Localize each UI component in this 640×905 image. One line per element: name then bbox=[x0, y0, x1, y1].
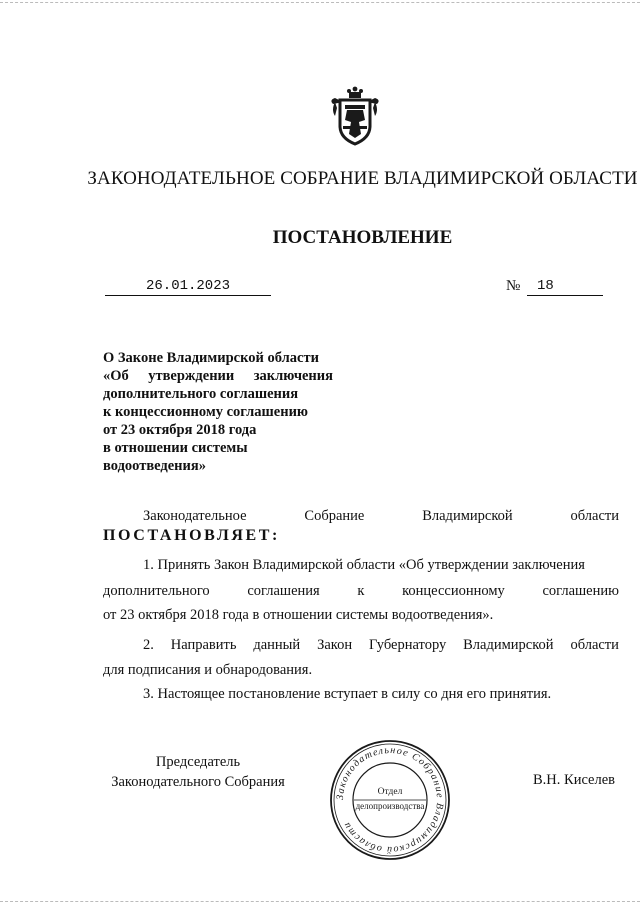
item-word: Владимирской bbox=[463, 637, 554, 653]
item-word: дополнительного bbox=[103, 583, 210, 599]
item-2 bbox=[103, 635, 619, 680]
official-seal-stamp bbox=[327, 737, 453, 863]
item-word: области bbox=[570, 637, 619, 653]
subject-line: водоотведения» bbox=[103, 458, 206, 474]
item-word: 2. bbox=[143, 637, 154, 653]
signatory-title-line: Председатель bbox=[155, 754, 241, 770]
preamble-word: Законодательное bbox=[143, 508, 247, 524]
item-1-line-justified bbox=[103, 581, 619, 601]
item-1-line: 1. Принять Закон Владимирской области «Об утверждении заключения bbox=[143, 557, 585, 573]
subject-line: к концессионному соглашению bbox=[103, 404, 309, 420]
preamble-word: Владимирской bbox=[422, 508, 513, 524]
number-label: № bbox=[506, 278, 521, 294]
signatory-name: В.Н. Киселев bbox=[533, 772, 616, 788]
decree-heading: ПОСТАНОВЛЯЕТ: bbox=[103, 527, 280, 544]
item-word: данный bbox=[253, 637, 301, 653]
top-scan-edge bbox=[0, 2, 640, 3]
item-1 bbox=[103, 555, 619, 625]
coat-of-arms-icon bbox=[329, 86, 381, 148]
item-word: к bbox=[357, 583, 365, 599]
subject-line: в отношении системы bbox=[103, 440, 248, 456]
preamble bbox=[103, 506, 619, 526]
item-word: соглашения bbox=[247, 583, 320, 599]
subject-word: заключения bbox=[253, 368, 333, 384]
subject-line-justified bbox=[103, 367, 333, 385]
document-subject bbox=[103, 349, 333, 475]
item-3 bbox=[103, 684, 619, 704]
item-word: Закон bbox=[317, 637, 353, 653]
document-date: 26.01.2023 bbox=[105, 278, 271, 296]
seal-center-line: делопроизводства bbox=[355, 801, 425, 811]
bottom-scan-edge bbox=[0, 901, 640, 902]
item-word: Направить bbox=[170, 637, 237, 653]
item-word: Губернатору bbox=[368, 637, 447, 653]
item-3-line: 3. Настоящее постановление вступает в силу со дня его принятия. bbox=[143, 686, 552, 702]
svg-text:Законодательное Собрание Влади: Законодательное Собрание Владимирской области bbox=[334, 744, 446, 856]
seal-center-line: Отдел bbox=[377, 787, 403, 797]
subject-line: О Законе Владимирской области bbox=[103, 350, 319, 366]
document-number: 18 bbox=[527, 278, 603, 296]
signatory-title-line: Законодательного Собрания bbox=[111, 774, 285, 790]
signatory-title bbox=[103, 752, 293, 792]
document-type: ПОСТАНОВЛЕНИЕ bbox=[272, 227, 453, 248]
preamble-word: Собрание bbox=[304, 508, 365, 524]
subject-line: дополнительного соглашения bbox=[103, 386, 299, 402]
subject-word: утверждении bbox=[148, 368, 235, 384]
organization-title: ЗАКОНОДАТЕЛЬНОЕ СОБРАНИЕ ВЛАДИМИРСКОЙ ОБЛАСТИ bbox=[87, 168, 638, 189]
subject-line: от 23 октября 2018 года bbox=[103, 422, 257, 438]
item-word: соглашению bbox=[542, 583, 619, 599]
item-1-line: от 23 октября 2018 года в отношении системы водоотведения». bbox=[103, 607, 494, 623]
item-2-line-justified bbox=[103, 635, 619, 655]
item-2-line: для подписания и обнародования. bbox=[103, 662, 313, 678]
subject-word: «Об bbox=[103, 368, 129, 384]
item-word: концессионному bbox=[402, 583, 505, 599]
preamble-word: области bbox=[570, 508, 619, 524]
